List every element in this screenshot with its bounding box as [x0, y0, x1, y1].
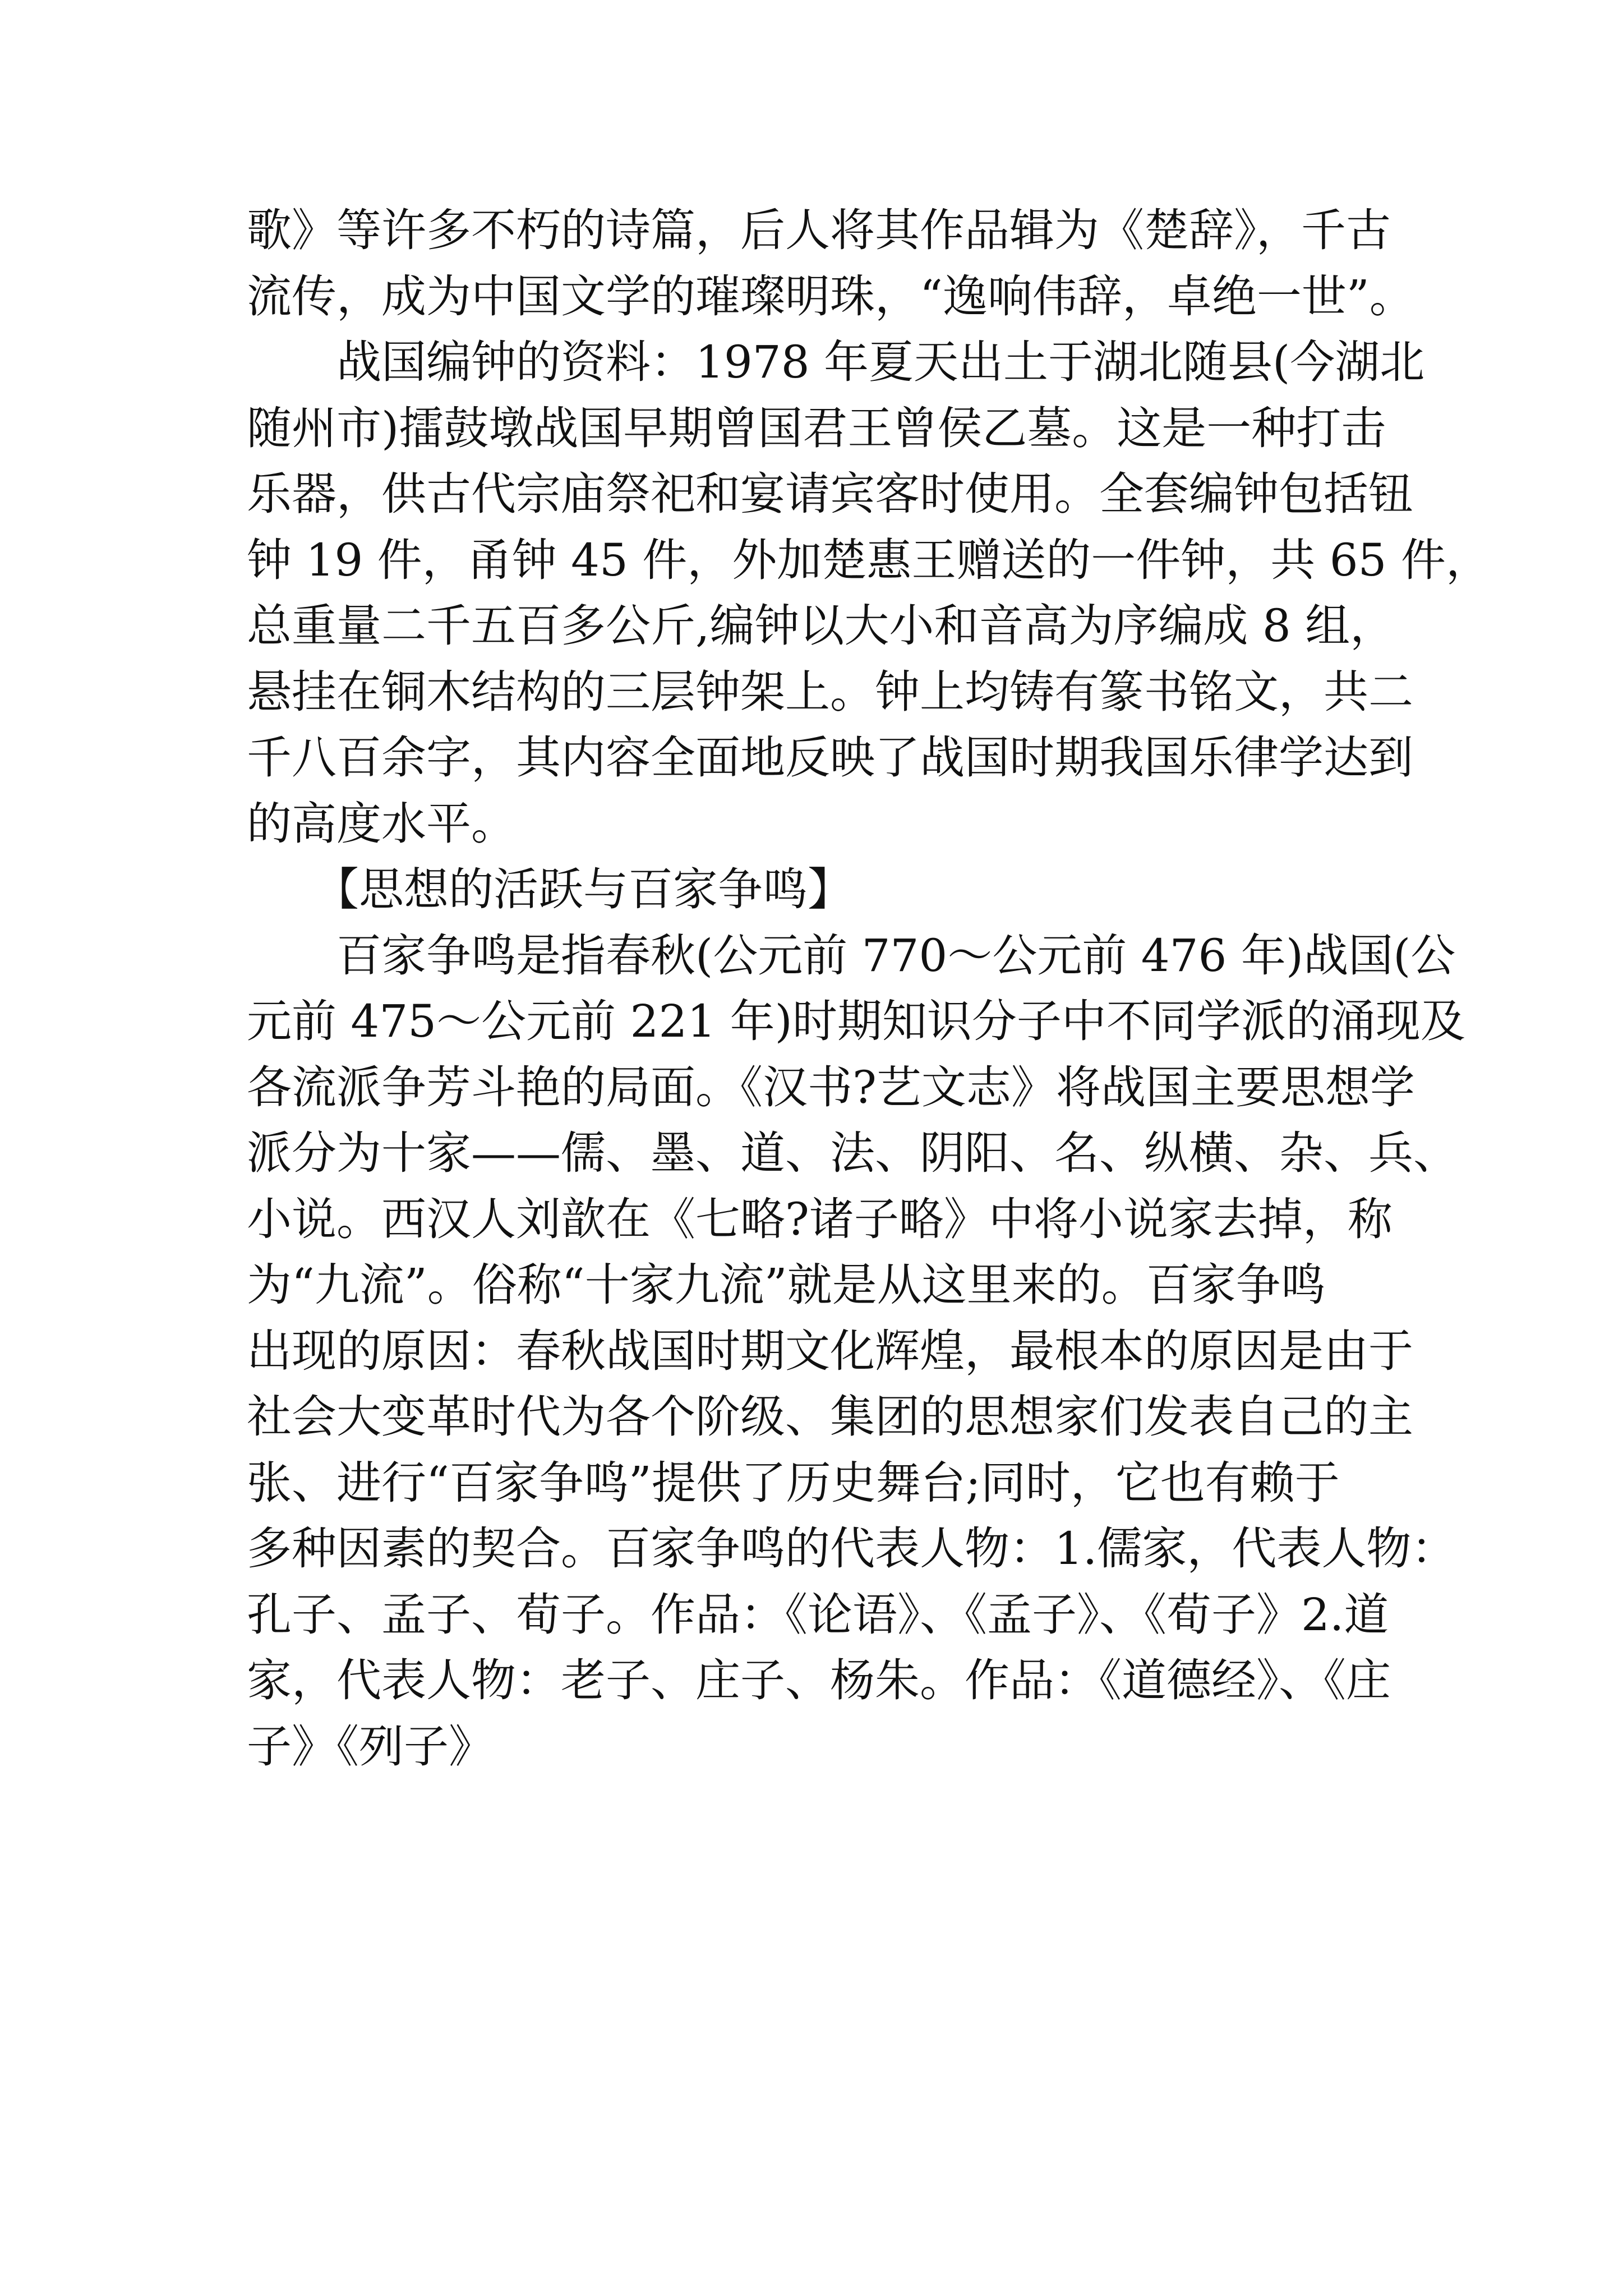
- text-line: 各流派争芳斗艳的局面。《汉书?艺文志》将战国主要思想学: [247, 1061, 1415, 1114]
- text-line: 百家争鸣是指春秋(公元前 770～公元前 476 年)战国(公: [247, 929, 1456, 982]
- text-line: 张、进行“百家争鸣”提供了历史舞台;同时，它也有赖于: [247, 1456, 1340, 1509]
- text-line: 流传，成为中国文学的璀璨明珠，“逸响伟辞，卓绝一世”。: [247, 270, 1414, 323]
- text-line: 战国编钟的资料：1978 年夏天出土于湖北随县(今湖北: [247, 336, 1425, 388]
- section-heading: 【思想的活跃与百家争鸣】: [247, 863, 852, 915]
- text-line: 家，代表人物：老子、庄子、杨朱。作品：《道德经》、《庄: [247, 1654, 1391, 1706]
- text-line: 千八百余字，其内容全面地反映了战国时期我国乐律学达到: [247, 731, 1413, 784]
- text-line: 总重量二千五百多公斤,编钟以大小和音高为序编成 8 组，: [247, 600, 1395, 652]
- text-line: 随州市)擂鼓墩战国早期曾国君王曾侯乙墓。这是一种打击: [247, 402, 1386, 454]
- text-line: 为“九流”。俗称“十家九流”就是从这里来的。百家争鸣: [247, 1259, 1326, 1311]
- text-line: 社会大变革时代为各个阶级、集团的思想家们发表自己的主: [247, 1391, 1413, 1443]
- text-line: 出现的原因：春秋战国时期文化辉煌，最根本的原因是由于: [247, 1324, 1413, 1377]
- text-line: 乐器，供古代宗庙祭祀和宴请宾客时使用。全套编钟包括钮: [247, 468, 1413, 520]
- body-text: [247, 197, 1491, 1779]
- text-line: 钟 19 件，甬钟 45 件，外加楚惠王赠送的一件钟，共 65 件，: [247, 533, 1491, 586]
- text-line: 多种因素的契合。百家争鸣的代表人物：1.儒家，代表人物：: [247, 1522, 1456, 1575]
- text-line: 歌》等许多不朽的诗篇，后人将其作品辑为《楚辞》，千古: [247, 204, 1391, 256]
- text-line: 的高度水平。: [247, 797, 516, 850]
- text-line: 悬挂在铜木结构的三层钟架上。钟上均铸有篆书铭文，共二: [247, 665, 1413, 718]
- text-line: 子》《列子》: [247, 1720, 494, 1773]
- text-line: 小说。西汉人刘歆在《七略?诸子略》中将小说家去掉，称: [247, 1193, 1393, 1245]
- text-line: 元前 475～公元前 221 年)时期知识分子中不同学派的涌现及: [247, 995, 1465, 1047]
- text-line: 孔子、孟子、荀子。作品：《论语》、《孟子》、《荀子》2.道: [247, 1588, 1389, 1641]
- text-line: 派分为十家——儒、墨、道、法、阴阳、名、纵横、杂、兵、: [247, 1127, 1458, 1179]
